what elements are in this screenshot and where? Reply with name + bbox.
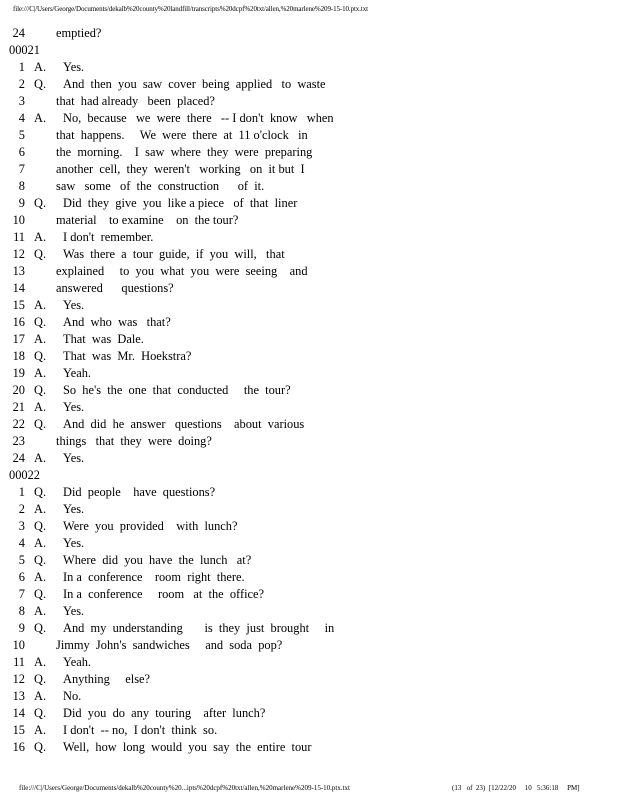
line-text: saw some of the construction of it. [56,179,265,193]
transcript-line [0,586,618,603]
transcript-line [0,110,618,127]
transcript-line [0,382,618,399]
line-number: 14 [12,706,25,720]
line-text: Well, how long would you say the entire tour [63,740,312,754]
transcript-page-number [0,42,618,59]
line-text: I don't -- no, I don't think so. [63,723,218,737]
transcript-line [0,739,618,756]
transcript-body [0,25,618,756]
transcript-line [0,671,618,688]
line-number: 16 [12,740,25,754]
transcript-line [0,603,618,620]
speaker-label: A. [34,451,47,465]
transcript-line [0,688,618,705]
speaker-label: A. [34,689,47,703]
line-text: Yes. [63,502,85,516]
speaker-label: Q. [34,519,47,533]
transcript-line [0,212,618,229]
line-text: that happens. We were there at 11 o'clock in [56,128,308,142]
transcript-line [0,416,618,433]
line-number: 22 [12,417,25,431]
line-number: 4 [18,536,25,550]
line-text: That was Mr. Hoekstra? [63,349,192,363]
transcript-line [0,637,618,654]
transcript-line [0,365,618,382]
line-text: Yes. [63,604,85,618]
transcript-line [0,161,618,178]
speaker-label: Q. [34,315,47,329]
speaker-label: A. [34,230,47,244]
line-number: 24 [12,451,25,465]
line-text: answered questions? [56,281,174,295]
line-text: Did people have questions? [63,485,216,499]
speaker-label: Q. [34,621,47,635]
line-number: 7 [18,587,25,601]
speaker-label: Q. [34,77,47,91]
line-number: 18 [12,349,25,363]
line-text: Yes. [63,400,85,414]
transcript-line [0,654,618,671]
speaker-label: Q. [34,383,47,397]
transcript-line [0,518,618,535]
line-text: that had already been placed? [56,94,215,108]
line-number: 11 [13,230,25,244]
line-number: 6 [18,145,25,159]
line-text: No, because we were there -- I don't know when [63,111,334,125]
transcript-line [0,535,618,552]
transcript-line [0,93,618,110]
line-number: 16 [12,315,25,329]
line-number: 1 [18,485,25,499]
transcript-line [0,399,618,416]
line-text: I don't remember. [63,230,154,244]
speaker-label: A. [34,111,47,125]
speaker-label: Q. [34,417,47,431]
line-text: Were you provided with lunch? [63,519,238,533]
speaker-label: Q. [34,247,47,261]
speaker-label: Q. [34,349,47,363]
line-number: 5 [18,553,25,567]
line-text: Yes. [63,60,85,74]
speaker-label: A. [34,604,47,618]
line-text: Did you do any touring after lunch? [63,706,266,720]
line-number: 5 [18,128,25,142]
line-text: That was Dale. [63,332,144,346]
line-number: 21 [12,400,25,414]
transcript-line [0,569,618,586]
line-number: 12 [12,672,25,686]
speaker-label: Q. [34,740,47,754]
speaker-label: A. [34,400,47,414]
transcript-line [0,297,618,314]
line-number: 3 [18,519,25,533]
speaker-label: A. [34,570,47,584]
transcript-line [0,263,618,280]
line-number: 13 [12,689,25,703]
transcript-line [0,280,618,297]
line-text: Yeah. [63,366,91,380]
transcript-line [0,25,618,42]
line-text: And who was that? [63,315,171,329]
line-text: Yes. [63,451,85,465]
line-text: Did they give you like a piece of that liner [63,196,298,210]
speaker-label: A. [34,723,47,737]
transcript-line [0,229,618,246]
transcript-line [0,348,618,365]
speaker-label: Q. [34,706,47,720]
line-number: 8 [18,179,25,193]
line-text: another cell, they weren't working on it but I [56,162,305,176]
transcript-line [0,59,618,76]
transcript-line [0,195,618,212]
speaker-label: Q. [34,196,47,210]
speaker-label: A. [34,536,47,550]
line-text: things that they were doing? [56,434,212,448]
transcript-line [0,433,618,450]
speaker-label: Q. [34,485,47,499]
transcript-line [0,501,618,518]
line-text: And then you saw cover being applied to waste [63,77,326,91]
transcript-line [0,722,618,739]
line-number: 2 [18,502,25,516]
line-text: In a conference room at the office? [63,587,265,601]
line-number: 20 [12,383,25,397]
line-number: 14 [12,281,25,295]
line-text: Was there a tour guide, if you will, that [63,247,285,261]
transcript-line [0,450,618,467]
line-number: 6 [18,570,25,584]
line-text: explained to you what you were seeing and [56,264,308,278]
line-text: Anything else? [63,672,151,686]
speaker-label: A. [34,366,47,380]
speaker-label: A. [34,655,47,669]
speaker-label: A. [34,502,47,516]
line-number: 2 [18,77,25,91]
transcript-line [0,331,618,348]
transcript-line [0,178,618,195]
line-text: the morning. I saw where they were preparing [56,145,313,159]
line-text: Where did you have the lunch at? [63,553,252,567]
line-number: 13 [12,264,25,278]
page-footer-pagination: (13 of 23) [12/22/20 10 5:36:18 PM] [452,784,580,792]
speaker-label: Q. [34,587,47,601]
page-number-label: 00022 [9,468,40,482]
line-text: In a conference room right there. [63,570,245,584]
line-text: And did he answer questions about various [63,417,305,431]
line-number: 19 [12,366,25,380]
line-text: Jimmy John's sandwiches and soda pop? [56,638,283,652]
speaker-label: A. [34,332,47,346]
transcript-line [0,552,618,569]
line-number: 24 [12,26,25,40]
transcript-line [0,484,618,501]
transcript-line [0,127,618,144]
page-footer-path: file:///C|/Users/George/Documents/dekalb%20county%20...ipts%20dcpf%20txt/allen,%20marlene%209-15-10.ptx.txt [19,784,350,792]
line-text: So he's the one that conducted the tour? [63,383,291,397]
transcript-line [0,144,618,161]
line-number: 8 [18,604,25,618]
line-number: 10 [12,213,25,227]
line-text: emptied? [56,26,102,40]
transcript-line [0,314,618,331]
line-number: 15 [12,723,25,737]
speaker-label: A. [34,60,47,74]
line-number: 11 [13,655,25,669]
speaker-label: A. [34,298,47,312]
line-text: Yeah. [63,655,91,669]
line-number: 17 [12,332,25,346]
page-header-path: file:///C|/Users/George/Documents/dekalb%20county%20landfill/transcripts%20dcpf%20txt/allen,%20marlene%209-15-10.ptx.txt [13,5,368,13]
line-text: No. [63,689,82,703]
line-number: 3 [18,94,25,108]
speaker-label: Q. [34,672,47,686]
transcript-line [0,705,618,722]
line-number: 4 [18,111,25,125]
line-number: 1 [18,60,25,74]
line-text: material to examine on the tour? [56,213,239,227]
line-number: 23 [12,434,25,448]
speaker-label: Q. [34,553,47,567]
transcript-line [0,620,618,637]
line-text: Yes. [63,298,85,312]
transcript-line [0,76,618,93]
line-number: 10 [12,638,25,652]
line-number: 12 [12,247,25,261]
line-number: 9 [18,621,25,635]
line-text: Yes. [63,536,85,550]
line-number: 7 [18,162,25,176]
transcript-line [0,246,618,263]
transcript-page-number [0,467,618,484]
line-number: 9 [18,196,25,210]
line-text: And my understanding is they just brought in [63,621,335,635]
line-number: 15 [12,298,25,312]
page-number-label: 00021 [9,43,40,57]
